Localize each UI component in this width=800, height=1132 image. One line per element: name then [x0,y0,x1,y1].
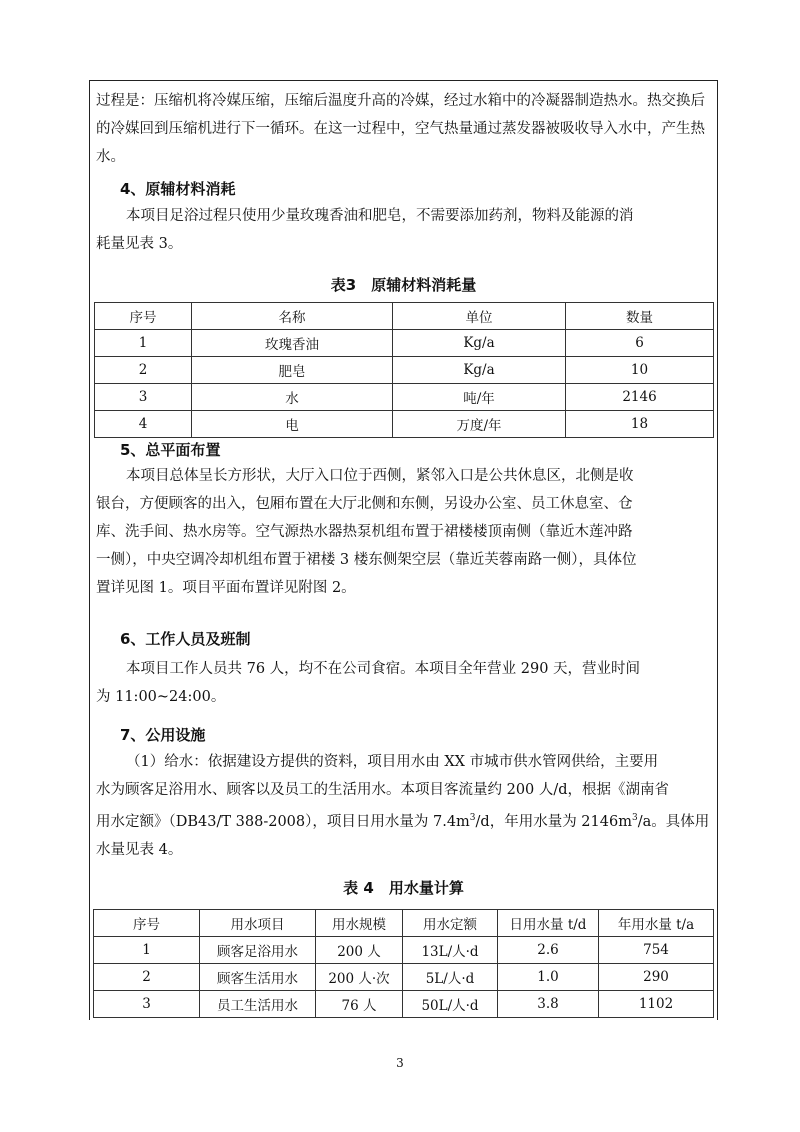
section-5-heading: 5、总平面布置 [120,441,221,459]
table-header-row [95,303,714,330]
table-cell: 76 人 [316,991,403,1018]
paragraph-line: 置详见图 1。项目平面布置详见附图 2。 [96,580,356,596]
table-cell: 2 [95,357,192,384]
table-cell: 1 [94,937,200,964]
section-5-paragraph [96,462,713,602]
table-cell: 2146 [566,384,714,411]
section-6-paragraph [96,655,713,711]
section-4-paragraph [96,202,713,258]
table-header-cell: 用水规模 [316,910,403,937]
section-7-paragraph [96,748,713,864]
paragraph-line: 水为顾客足浴用水、顾客以及员工的生活用水。本项目客流量约 200 人/d，根据《湖南省 [96,782,670,798]
table-header-cell: 名称 [192,303,393,330]
intro-line: 过程是：压缩机将冷媒压缩，压缩后温度升高的冷媒，经过水箱中的冷凝器制造热水。热交换后 [96,93,705,109]
table-cell: 10 [566,357,714,384]
table-cell: 电 [192,411,393,438]
table-cell: 4 [95,411,192,438]
table-cell: 3 [94,991,200,1018]
paragraph-line: 一侧），中央空调冷却机组布置于裙楼 3 楼东侧架空层（靠近芙蓉南路一侧），具体位 [96,552,637,568]
table-row [95,411,714,438]
table-row [95,357,714,384]
table-3 [94,302,714,438]
paragraph-line: 本项目足浴过程只使用少量玫瑰香油和肥皂，不需要添加药剂，物料及能源的消 [126,208,634,224]
table-cell: 754 [599,937,714,964]
table-cell: 2 [94,964,200,991]
table-header-cell: 数量 [566,303,714,330]
paragraph-line: （1）给水：依据建设方提供的资料，项目用水由 XX 市城市供水管网供给，主要用 [126,754,659,770]
table-header-cell: 年用水量 t/a [599,910,714,937]
paragraph-line: 银台，方便顾客的出入，包厢布置在大厅北侧和东侧，另设办公室、员工休息室、仓 [96,496,633,512]
content-frame [89,80,718,1020]
table-cell: 1.0 [498,964,599,991]
table-cell: 200 人·次 [316,964,403,991]
section-4-heading: 4、原辅材料消耗 [120,180,236,198]
paragraph-line [96,804,713,836]
table-header-cell: 日用水量 t/d [498,910,599,937]
table-cell: 18 [566,411,714,438]
table-cell: 玫瑰香油 [192,330,393,357]
table-cell: 顾客足浴用水 [200,937,316,964]
text-run: /a。具体用 [637,813,710,830]
intro-line: 水。 [96,149,125,165]
superscript: 3 [631,813,638,823]
table-header-row [94,910,714,937]
table-cell: 吨/年 [393,384,566,411]
superscript: 3 [469,813,476,823]
table-row [94,991,714,1018]
table-header-cell: 用水项目 [200,910,316,937]
table-cell: 13L/人·d [403,937,498,964]
table-header-cell: 用水定额 [403,910,498,937]
table-cell: 万度/年 [393,411,566,438]
table-cell: 290 [599,964,714,991]
table-cell: 200 人 [316,937,403,964]
table-cell: 3.8 [498,991,599,1018]
text-run: 用水定额》（DB43/T 388-2008），项目日用水量为 7.4m [96,813,470,830]
table-header-cell: 序号 [94,910,200,937]
table-row [95,384,714,411]
table-cell: 2.6 [498,937,599,964]
paragraph-line: 水量见表 4。 [96,841,183,858]
table-cell: 50L/人·d [403,991,498,1018]
table-header-cell: 单位 [393,303,566,330]
table-cell: 1102 [599,991,714,1018]
table-4-caption: 表 4 用水量计算 [343,879,464,897]
page-number: 3 [396,1056,404,1070]
table-4 [93,909,714,1018]
section-7-heading: 7、公用设施 [120,726,206,744]
table-row [95,330,714,357]
paragraph-line: 本项目工作人员共 76 人，均不在公司食宿。本项目全年营业 290 天，营业时间 [126,661,641,677]
paragraph-line: 耗量见表 3。 [96,236,183,252]
table-cell: 5L/人·d [403,964,498,991]
table-row [94,964,714,991]
table-cell: Kg/a [393,357,566,384]
table-cell: 1 [95,330,192,357]
intro-paragraph [96,87,713,171]
table-cell: 顾客生活用水 [200,964,316,991]
table-cell: Kg/a [393,330,566,357]
table-cell: 员工生活用水 [200,991,316,1018]
paragraph-line: 库、洗手间、热水房等。空气源热水器热泵机组布置于裙楼楼顶南侧（靠近木莲冲路 [96,524,633,540]
table-cell: 肥皂 [192,357,393,384]
table-row [94,937,714,964]
table-header-cell: 序号 [95,303,192,330]
table-cell: 水 [192,384,393,411]
table-cell: 3 [95,384,192,411]
paragraph-line: 为 11:00~24:00。 [96,689,226,705]
table-3-caption: 表3 原辅材料消耗量 [330,276,477,294]
text-run: /d，年用水量为 2146m [475,813,632,830]
intro-line: 的冷媒回到压缩机进行下一循环。在这一过程中，空气热量通过蒸发器被吸收导入水中，产生热 [96,121,705,137]
section-6-heading: 6、工作人员及班制 [120,630,251,648]
paragraph-line: 本项目总体呈长方形状，大厅入口位于西侧，紧邻入口是公共休息区，北侧是收 [126,468,634,484]
table-cell: 6 [566,330,714,357]
